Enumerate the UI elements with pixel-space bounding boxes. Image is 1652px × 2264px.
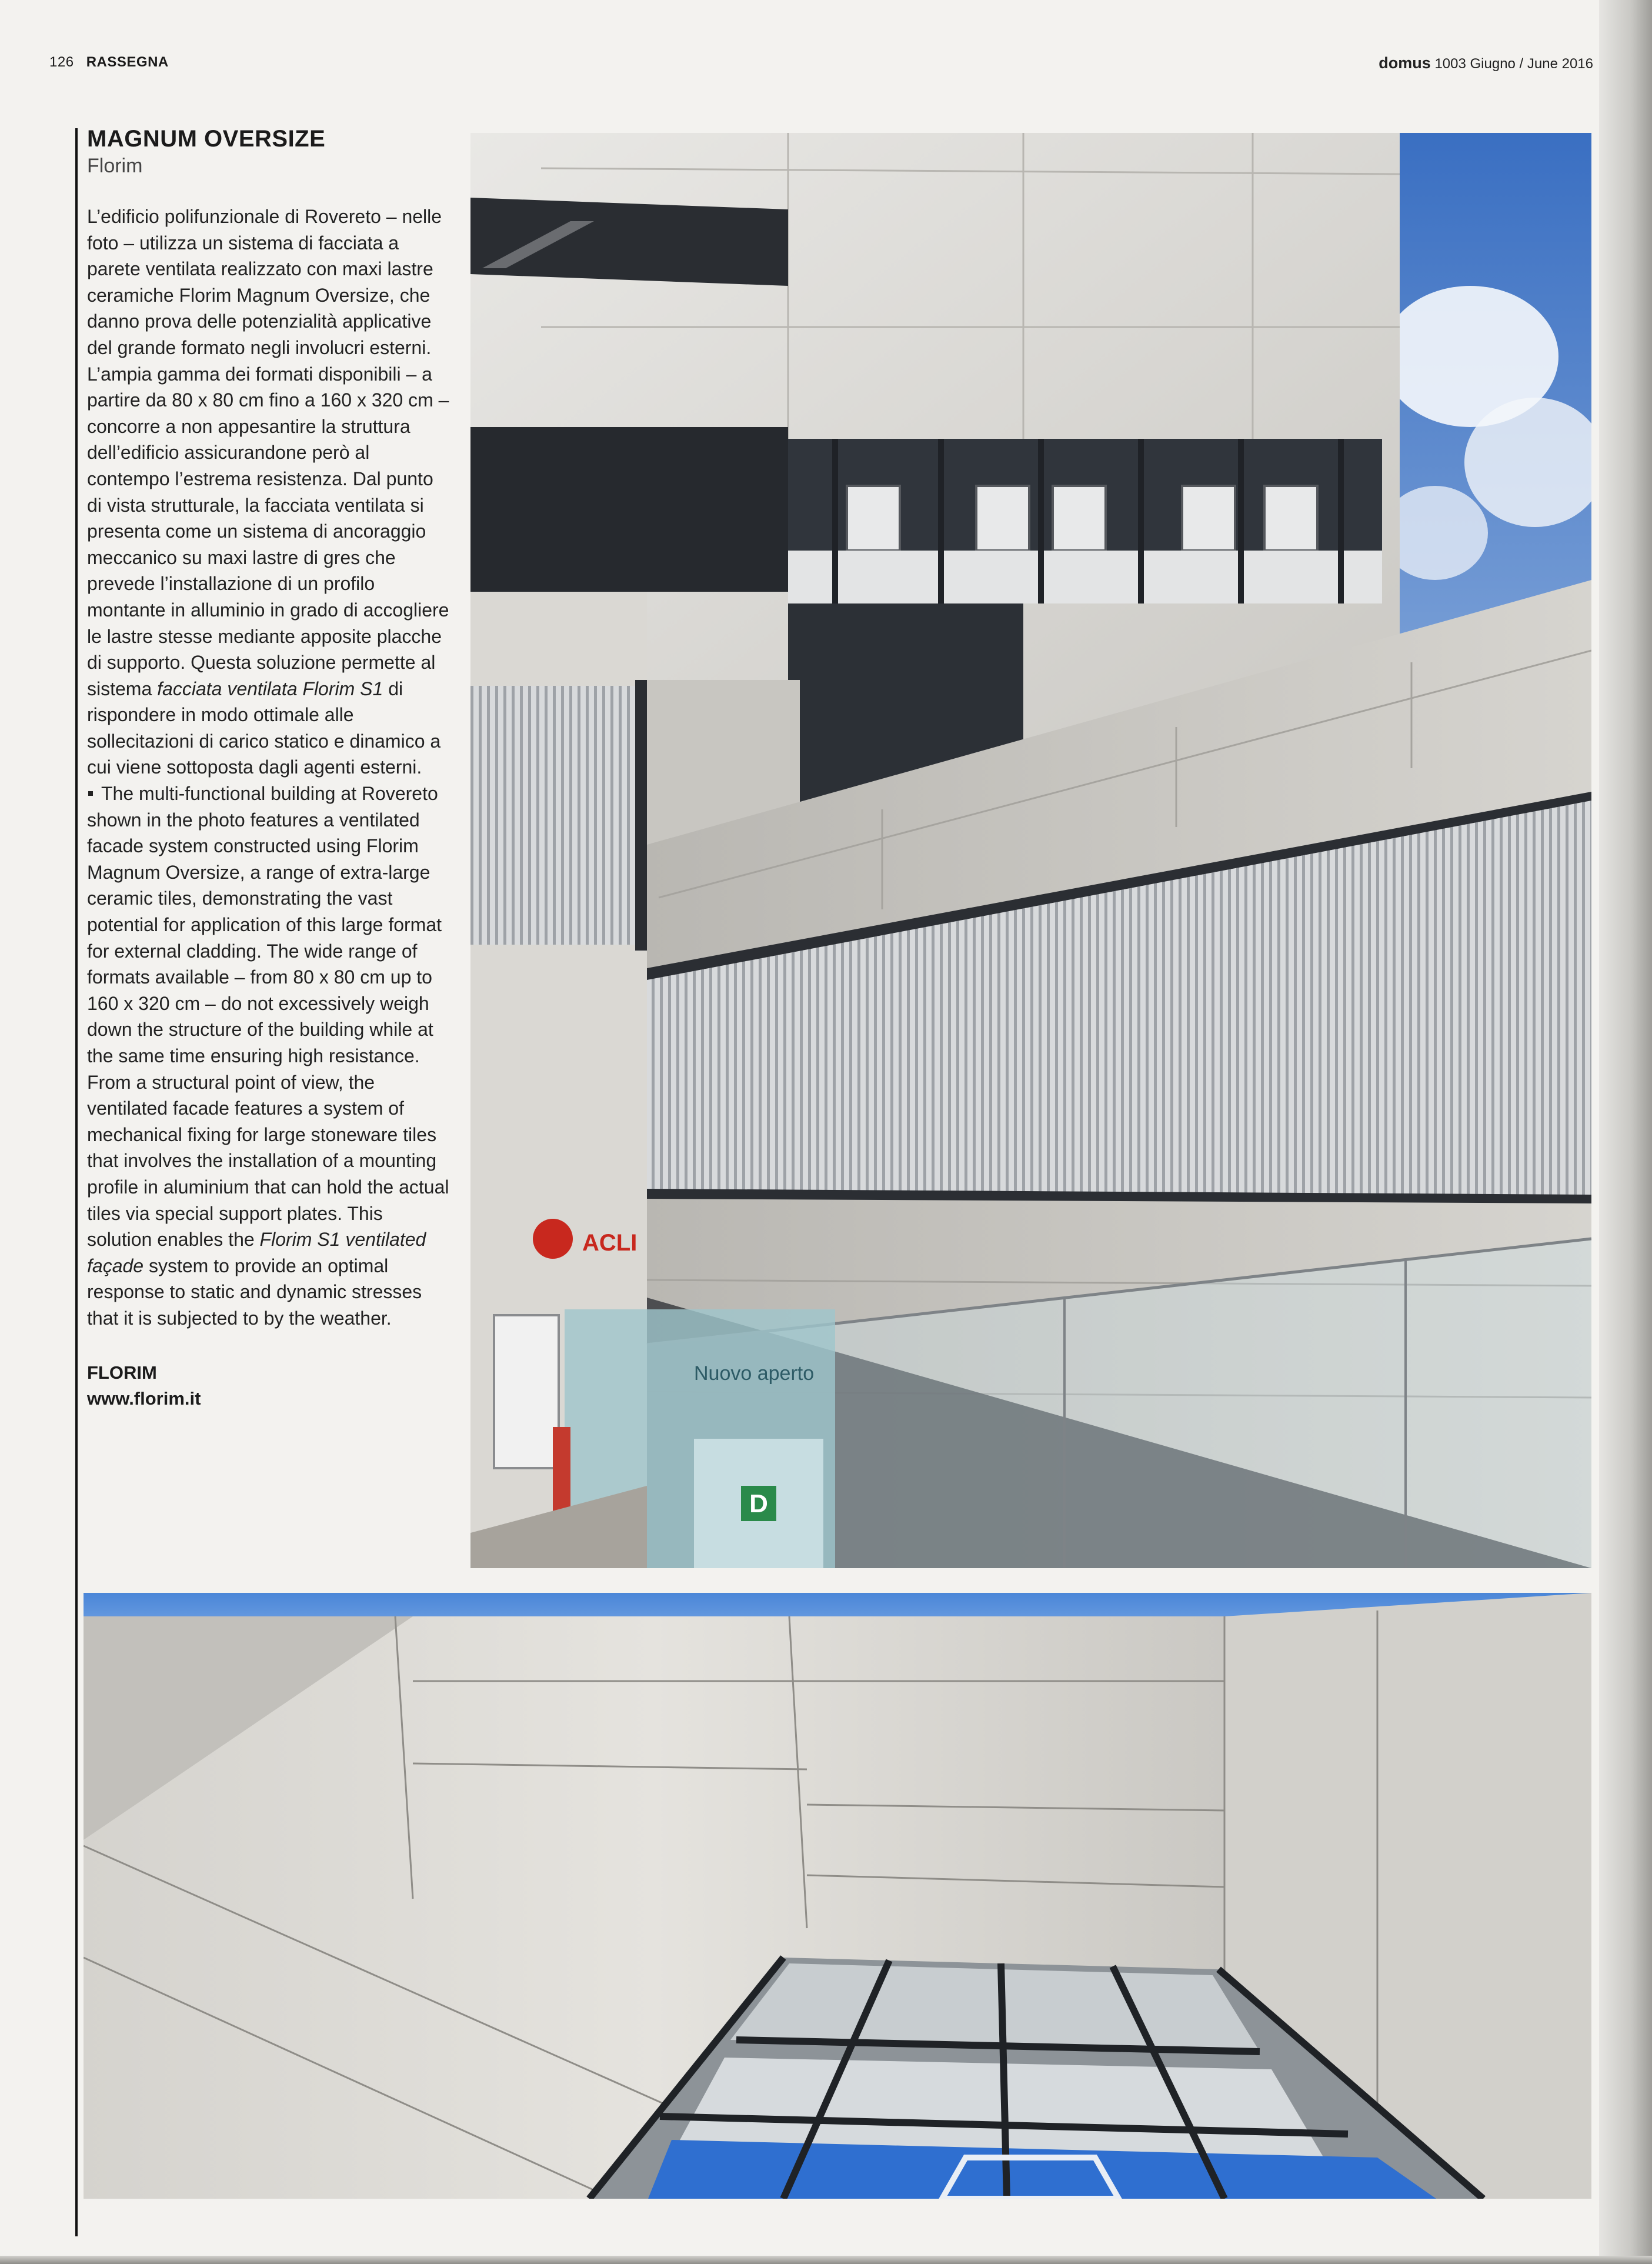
building-facade-photo: [470, 133, 1591, 1568]
red-sign-text: ACLI: [582, 1230, 638, 1256]
italian-text-emphasis: facciata ventilata Florim S1: [157, 678, 383, 699]
binding-spine: [1599, 0, 1652, 2264]
credit-url[interactable]: www.florim.it: [87, 1388, 201, 1409]
italian-text: [87, 204, 452, 781]
column-rule: [75, 128, 78, 2236]
english-text: [87, 781, 452, 1331]
english-text-part1: The multi-functional building at Rovereto shown in the photo features a ventilated facade system constructed using Florim Magnum Oversize, a range of extra-large ceramic tiles, demonstrating the vast potential for application of this large format for external cladding. The wide range of formats available – from 80 x 80 cm up to 160 x 320 cm – do not excessively weigh down the structure of the building while at the same time ensuring high resistance. From a structural point of view, the ventilated facade features a system of mechanical fixing for large stoneware tiles that involves the installation of a mounting profile in aluminium that can hold the actual tiles via special support plates. This solution enables the: [87, 783, 449, 1251]
bullet-square: [88, 791, 93, 796]
article-title: MAGNUM OVERSIZE: [87, 126, 326, 152]
shop-sign-letter: D: [749, 1489, 768, 1518]
running-header-right: [1379, 54, 1593, 72]
credit-name: FLORIM: [87, 1362, 157, 1383]
italian-text-part1: L’edificio polifunzionale di Rovereto – nelle foto – utilizza un sistema di facciata a parete ventilata realizzato con maxi lastre ceramiche Florim Magnum Oversize, che danno prova delle potenzialità applicative del grande formato negli involucri esterni. L’ampia gamma dei formati disponibili – a partire da 80 x 80 cm fino a 160 x 320 cm – concorre a non appesantire la struttura dell’edificio assicurandone però al contempo l’estrema resistenza. Dal punto di vista strutturale, la facciata ventilata si presenta come un sistema di ancoraggio meccanico su maxi lastre di gres che prevede l’installazione di un profilo montante in alluminio in grado di accogliere le lastre stesse mediante apposite placche di supporto. Questa soluzione permette al sistema: [87, 206, 449, 699]
english-text-part2: system to provide an optimal response to static and dynamic stresses that it is subjected to by the weather.: [87, 1255, 422, 1329]
building-facade-illustration: [470, 133, 1591, 1568]
article-column: [87, 125, 452, 1412]
article-subtitle: Florim: [87, 155, 143, 177]
shop-window-text: Nuovo aperto: [694, 1362, 815, 1385]
english-text-emphasis: Florim S1 ventilated façade: [87, 1229, 426, 1276]
page-number: 126: [49, 54, 74, 70]
page-bottom-edge: [0, 2256, 1652, 2264]
section-name: RASSEGNA: [86, 54, 169, 70]
italian-text-part2: di rispondere in modo ottimale alle sollecitazioni di carico statico e dinamico a cui viene sottoposta dagli agenti esterni.: [87, 678, 441, 778]
credit-block: [87, 1360, 452, 1412]
running-header-left: [49, 54, 169, 71]
skylight-illustration: [84, 1593, 1591, 2199]
magazine-name: domus: [1379, 54, 1431, 72]
skylight-photo: [84, 1593, 1591, 2199]
issue-info: 1003 Giugno / June 2016: [1434, 56, 1593, 72]
